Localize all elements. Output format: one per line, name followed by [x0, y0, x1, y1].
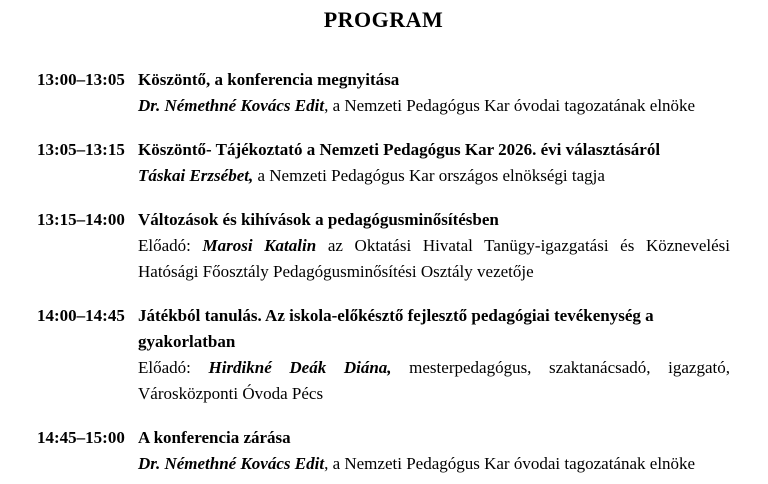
entry-content	[138, 207, 730, 285]
entry-content	[138, 137, 730, 189]
speaker-name: Marosi Katalin	[202, 236, 317, 255]
entry-time: 14:45–15:00	[37, 428, 125, 447]
entry-detail	[138, 93, 730, 119]
speaker-name: Dr. Némethné Kovács Edit	[138, 454, 325, 473]
speaker-name: Táskai Erzsébet,	[138, 166, 254, 185]
schedule-entry	[37, 67, 730, 119]
speaker-prefix: Előadó:	[138, 236, 203, 255]
entry-time: 13:15–14:00	[37, 210, 125, 229]
entry-time: 13:05–13:15	[37, 140, 125, 159]
speaker-description: mesterpedagógus, szaktanácsadó, igazgató, Városközponti Óvoda Pécs	[138, 358, 730, 403]
entry-time: 13:00–13:05	[37, 70, 125, 89]
entry-content	[138, 425, 730, 477]
speaker-name: Dr. Némethné Kovács Edit	[138, 96, 325, 115]
schedule-entry	[37, 207, 730, 285]
speaker-name: Hirdikné Deák Diána,	[208, 358, 392, 377]
entry-detail	[138, 355, 730, 407]
page-title: PROGRAM	[323, 7, 444, 32]
entry-title: Játékból tanulás. Az iskola-előkésztő fejlesztő pedagógiai tevékenység a gyakorlatban	[138, 306, 654, 351]
entry-title: Köszöntő- Tájékoztató a Nemzeti Pedagógus Kar 2026. évi választásáról	[138, 140, 661, 159]
entry-title: A konferencia zárása	[138, 428, 291, 447]
speaker-prefix: Előadó:	[138, 358, 209, 377]
schedule-entry	[37, 303, 730, 407]
speaker-description: , a Nemzeti Pedagógus Kar óvodai tagozatának elnöke	[324, 96, 696, 115]
entry-title: Köszöntő, a konferencia megnyitása	[138, 70, 400, 89]
speaker-description: az Oktatási Hivatal Tanügy-igazgatási és Köznevelési Hatósági Főosztály Pedagógusminősítési Osztály vezetője	[138, 236, 730, 281]
entry-detail	[138, 163, 730, 189]
entry-content	[138, 67, 730, 119]
speaker-description: a Nemzeti Pedagógus Kar országos elnökségi tagja	[253, 166, 605, 185]
speaker-description: , a Nemzeti Pedagógus Kar óvodai tagozatának elnöke	[324, 454, 696, 473]
entry-title: Változások és kihívások a pedagógusminősítésben	[138, 210, 499, 229]
entry-time: 14:00–14:45	[37, 306, 125, 325]
entry-detail	[138, 451, 730, 477]
schedule-entry	[37, 137, 730, 189]
entry-content	[138, 303, 730, 407]
entry-detail	[138, 233, 730, 285]
schedule-entry	[37, 425, 730, 477]
